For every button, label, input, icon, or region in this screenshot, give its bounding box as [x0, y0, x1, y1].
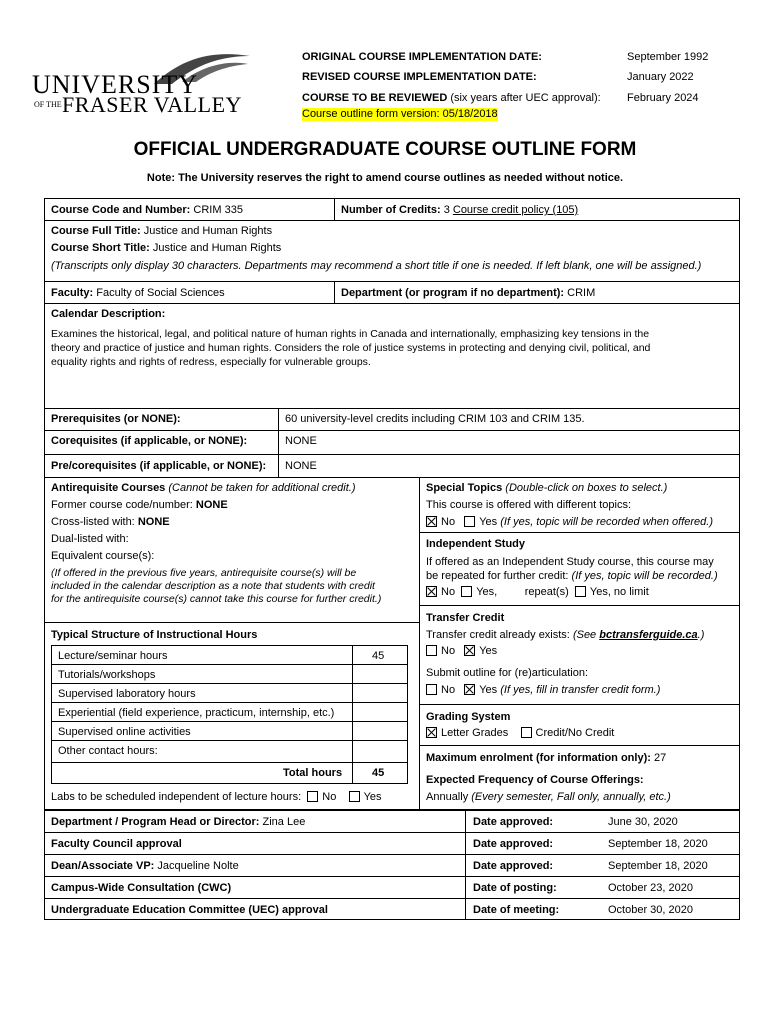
approval-date-label: Date approved: — [473, 838, 554, 850]
approval-date: September 18, 2020 — [608, 838, 708, 850]
transcript-note: (Transcripts only display 30 characters. Departments may recommend a short title if one is needed. If left blank, one will be assigned.) — [51, 260, 702, 272]
table-row: Supervised laboratory hours — [58, 688, 196, 700]
grading-header: Grading System — [426, 711, 511, 723]
approval-date-label: Date approved: — [473, 860, 554, 872]
precoreq-value: NONE — [285, 460, 317, 472]
equivalent-courses: Equivalent course(s): — [51, 550, 155, 562]
table-row: Supervised online activities — [58, 726, 191, 738]
approval-row: Department / Program Head or Director: Zina Lee — [51, 816, 306, 828]
orig-date-value: September 1992 — [627, 51, 709, 63]
frequency-label: Expected Frequency of Course Offerings: — [426, 774, 644, 786]
course-code: Course Code and Number: CRIM 335 — [51, 204, 243, 216]
approval-date-label: Date of posting: — [473, 882, 557, 894]
transfer-options: No Yes — [426, 644, 497, 658]
calendar-label: Calendar Description: — [51, 308, 166, 320]
approval-date-label: Date of meeting: — [473, 904, 560, 916]
page-note: Note: The University reserves the right to amend course outlines as needed without notice. — [146, 172, 624, 184]
rev-date-label: REVISED COURSE IMPLEMENTATION DATE: — [302, 71, 537, 83]
transfer-no-checkbox[interactable] — [426, 645, 437, 656]
review-note: (six years after UEC approval): — [450, 92, 601, 104]
page-title: OFFICIAL UNDERGRADUATE COURSE OUTLINE FORM — [133, 139, 637, 160]
labs-no-checkbox[interactable] — [307, 791, 318, 802]
form-version: Course outline form version: 05/18/2018 — [302, 108, 498, 120]
table-row: Other contact hours: — [58, 745, 158, 757]
approval-row: Dean/Associate VP: Jacqueline Nolte — [51, 860, 239, 872]
logo-of-the: OF THE — [34, 100, 62, 109]
labs-line: Labs to be scheduled independent of lecture hours: No Yes — [51, 791, 382, 803]
prereq-label: Prerequisites (or NONE): — [51, 413, 181, 425]
table-row: Lecture/seminar hours — [58, 650, 168, 662]
full-title: Course Full Title: Justice and Human Rights — [51, 225, 273, 237]
independent-yes-checkbox[interactable] — [461, 586, 472, 597]
special-no-checkbox[interactable] — [426, 516, 437, 527]
approval-date: June 30, 2020 — [608, 816, 678, 828]
artic-yes-checkbox[interactable] — [464, 684, 475, 695]
frequency-value: Annually (Every semester, Fall only, annually, etc.) — [426, 791, 671, 803]
antireq-italic: (If offered in the previous five years, antirequisite course(s) will be included in the calendar description as a note that students with credit for the antirequisite course(s) cannot take this course for further credit.) — [51, 567, 382, 605]
approval-row: Undergraduate Education Committee (UEC) approval — [51, 904, 328, 916]
transfer-options2: No Yes (If yes, fill in transfer credit form.) — [426, 683, 660, 697]
independent-options: No Yes, repeat(s) Yes, no limit — [426, 585, 649, 599]
short-title: Course Short Title: Justice and Human Rights — [51, 242, 282, 254]
approval-date: October 30, 2020 — [608, 904, 694, 916]
table-row: Experiential (field experience, practicum, internship, etc.) — [58, 707, 335, 719]
special-yes-checkbox[interactable] — [464, 516, 475, 527]
special-options: No Yes (If yes, topic will be recorded when offered.) — [426, 515, 713, 529]
approval-row: Campus-Wide Consultation (CWC) — [51, 882, 232, 894]
logo-university: UNIVERSITY — [32, 70, 198, 99]
bctransferguide-link[interactable]: bctransferguide.ca — [599, 629, 698, 641]
letter-grades-checkbox[interactable] — [426, 727, 437, 738]
hours-value: 45 — [372, 650, 385, 662]
approval-row: Faculty Council approval — [51, 838, 182, 850]
logo — [32, 48, 247, 123]
total-hours-label: Total hours — [283, 767, 343, 779]
table-row: Tutorials/workshops — [58, 669, 156, 681]
coreq-value: NONE — [285, 435, 317, 447]
transfer-line1: Transfer credit already exists: (See bctransferguide.ca.) — [426, 629, 705, 641]
labs-yes-checkbox[interactable] — [349, 791, 360, 802]
total-hours-value: 45 — [372, 767, 385, 779]
credit-policy-link[interactable]: Course credit policy (105) — [452, 204, 579, 216]
max-enrolment: Maximum enrolment (for information only): 27 — [426, 752, 667, 764]
prereq-value: 60 university-level credits including CRIM 103 and CRIM 135. — [285, 413, 585, 425]
hours-label: Typical Structure of Instructional Hours — [51, 629, 258, 641]
approval-date-label: Date approved: — [473, 816, 554, 828]
antireq-header: Antirequisite Courses (Cannot be taken for additional credit.) — [51, 482, 356, 494]
independent-line1: If offered as an Independent Study course, this course may — [426, 556, 714, 568]
special-topics-header: Special Topics (Double-click on boxes to select.) — [426, 482, 668, 494]
transfer-line2: Submit outline for (re)articulation: — [426, 667, 589, 679]
independent-no-checkbox[interactable] — [426, 586, 437, 597]
review-line — [302, 92, 601, 105]
independent-line2: be repeated for further credit: (If yes, topic will be recorded.) — [426, 570, 718, 582]
transfer-yes-checkbox[interactable] — [464, 645, 475, 656]
former-code: Former course code/number: NONE — [51, 499, 228, 511]
cross-listed: Cross-listed with: NONE — [51, 516, 170, 528]
approval-date: September 18, 2020 — [608, 860, 708, 872]
independent-nolimit-checkbox[interactable] — [575, 586, 586, 597]
faculty: Faculty: Faculty of Social Sciences — [51, 287, 225, 299]
review-label: COURSE TO BE REVIEWED — [302, 92, 448, 104]
precoreq-label: Pre/corequisites (if applicable, or NONE): — [51, 460, 267, 472]
artic-no-checkbox[interactable] — [426, 684, 437, 695]
dual-listed: Dual-listed with: — [51, 533, 129, 545]
independent-header: Independent Study — [426, 538, 525, 550]
department: Department (or program if no department): CRIM — [341, 287, 596, 299]
review-value: February 2024 — [627, 92, 699, 104]
logo-fraser-valley: FRASER VALLEY — [62, 92, 242, 117]
rev-date-value: January 2022 — [627, 71, 694, 83]
approval-date: October 23, 2020 — [608, 882, 694, 894]
grading-options: Letter Grades Credit/No Credit — [426, 726, 614, 740]
orig-date-label: ORIGINAL COURSE IMPLEMENTATION DATE: — [302, 51, 542, 63]
credits: Number of Credits: 3 Course credit policy (105) — [341, 204, 579, 216]
coreq-label: Corequisites (if applicable, or NONE): — [51, 435, 248, 447]
credit-nocredit-checkbox[interactable] — [521, 727, 532, 738]
special-line: This course is offered with different topics: — [426, 499, 632, 511]
transfer-header: Transfer Credit — [426, 612, 505, 624]
calendar-description: Examines the historical, legal, and political nature of human rights in Canada and internationally, emphasizing key tensions in the theory and practice of justice and human rights. Considers the role of justice systems in protecting and denying civil, political, and equality rights and rights of redress, especially for vulnerable groups. — [51, 328, 651, 368]
